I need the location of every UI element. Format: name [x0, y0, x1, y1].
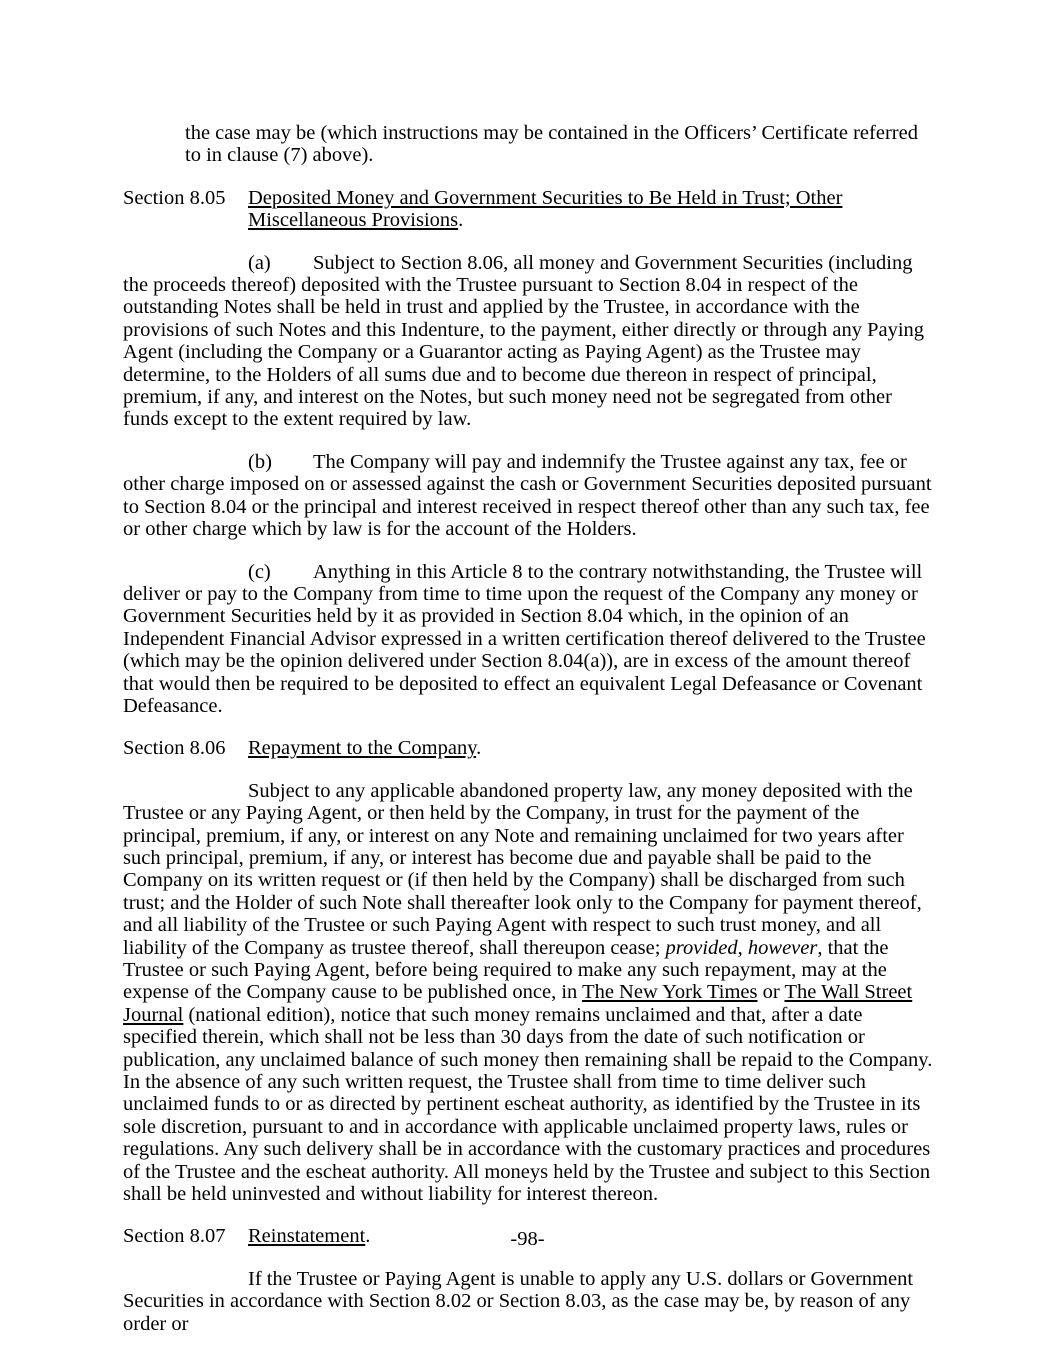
- section-number: Section 8.06: [123, 737, 226, 760]
- text-run: Anything in this Article 8 to the contrary notwithstanding, the Trustee will deliver or pay to the Company from time to time upon the request of the Company any money or Government Securities held by it as provided in Section 8.04 which, in the opinion of an Independent Financial Advisor expressed in a written certification thereof delivered to the Trustee (which may be the opinion delivered under Section 8.04(a)), are in excess of the amount thereof that would then be required to be deposited to effect an equivalent Legal Defeasance or Covenant Defeasance.: [123, 560, 926, 717]
- section-number: Section 8.05: [123, 186, 226, 209]
- text-run: or: [757, 981, 785, 1004]
- underlined-text: Deposited Money and Government Securities to Be Held in Trust; Other Miscellaneous Provisions: [248, 186, 843, 232]
- paragraph-letter: (a): [248, 251, 271, 274]
- paragraph: [123, 451, 935, 541]
- text-run: .: [458, 209, 464, 232]
- page-number: -98-: [510, 1228, 545, 1250]
- document-content: [123, 122, 935, 1355]
- paragraph: [123, 1268, 935, 1335]
- text-run: , that the Trustee or such Paying Agent, before being required to make any such repayment, may at the expense of the Company cause to be published once, in: [123, 936, 889, 1004]
- text-run: (national edition), notice that such money remains unclaimed and that, after a date specified therein, which shall not be less than 30 days from the date of such notification or publication, any unclaimed balance of such money then remaining shall be repaid to the Company. In the absence of any such written request, the Trustee shall from time to time deliver such unclaimed funds to or as directed by pertinent escheat authority, as identified by the Trustee in its sole discretion, pursuant to and in accordance with applicable unclaimed property laws, rules or regulations. Any such delivery shall be in accordance with the customary practices and procedures of the Trustee and the escheat authority. All moneys held by the Trustee and subject to this Section shall be held uninvested and without liability for interest thereon.: [123, 1003, 933, 1206]
- paragraph-letter: (c): [248, 560, 271, 583]
- paragraph: [123, 561, 935, 718]
- underlined-text: The Wall Street Journal: [123, 981, 913, 1026]
- paragraph: [123, 252, 935, 431]
- text-run: .: [365, 1225, 371, 1248]
- italic-text: however: [747, 936, 818, 959]
- underlined-text: The New York Times: [582, 981, 758, 1004]
- paragraph-letter: (b): [248, 450, 272, 473]
- paragraph: [185, 122, 935, 167]
- section-heading: [123, 187, 935, 232]
- paragraph: [123, 780, 935, 1206]
- text-run: the case may be (which instructions may be contained in the Officers’ Certificate referred to in clause (7) above).: [185, 122, 918, 167]
- text-run: .: [476, 737, 482, 760]
- text-run: Subject to any applicable abandoned property law, any money deposited with the Trustee or any Paying Agent, or then held by the Company, in trust for the payment of the principal, premium, if any, or interest on any Note and remaining unclaimed for two years after such principal, premium, if any, or interest has become due and payable shall be paid to the Company on its written request or (if then held by the Company) shall be discharged from such trust; and the Holder of such Note shall thereafter look only to the Company for payment thereof, and all liability of the Trustee or such Paying Agent with respect to such trust money, and all liability of the Company as trustee thereof, shall thereupon cease;: [123, 779, 922, 959]
- italic-text: provided: [665, 936, 738, 959]
- text-run: ,: [737, 936, 748, 959]
- underlined-text: Reinstatement: [248, 1225, 366, 1248]
- section-heading: [123, 737, 935, 759]
- underlined-text: Repayment to the Company: [248, 737, 477, 760]
- section-number: Section 8.07: [123, 1225, 226, 1248]
- text-run: Subject to Section 8.06, all money and Government Securities (including the proceeds thereof) deposited with the Trustee pursuant to Section 8.04 in respect of the outstanding Notes shall be held in trust and applied by the Trustee, in accordance with the provisions of such Notes and this Indenture, to the payment, either directly or through any Paying Agent (including the Company or a Guarantor acting as Paying Agent) as the Trustee may determine, to the Holders of all sums due and to become due thereon in respect of principal, premium, if any, and interest on the Notes, but such money need not be segregated from other funds except to the extent required by law.: [123, 251, 925, 431]
- text-run: If the Trustee or Paying Agent is unable to apply any U.S. dollars or Government Securities in accordance with Section 8.02 or Section 8.03, as the case may be, by reason of any order or: [123, 1267, 914, 1335]
- text-run: The Company will pay and indemnify the Trustee against any tax, fee or other charge imposed on or assessed against the cash or Government Securities deposited pursuant to Section 8.04 or the principal and interest received in respect thereof other than any such tax, fee or other charge which by law is for the account of the Holders.: [123, 450, 932, 541]
